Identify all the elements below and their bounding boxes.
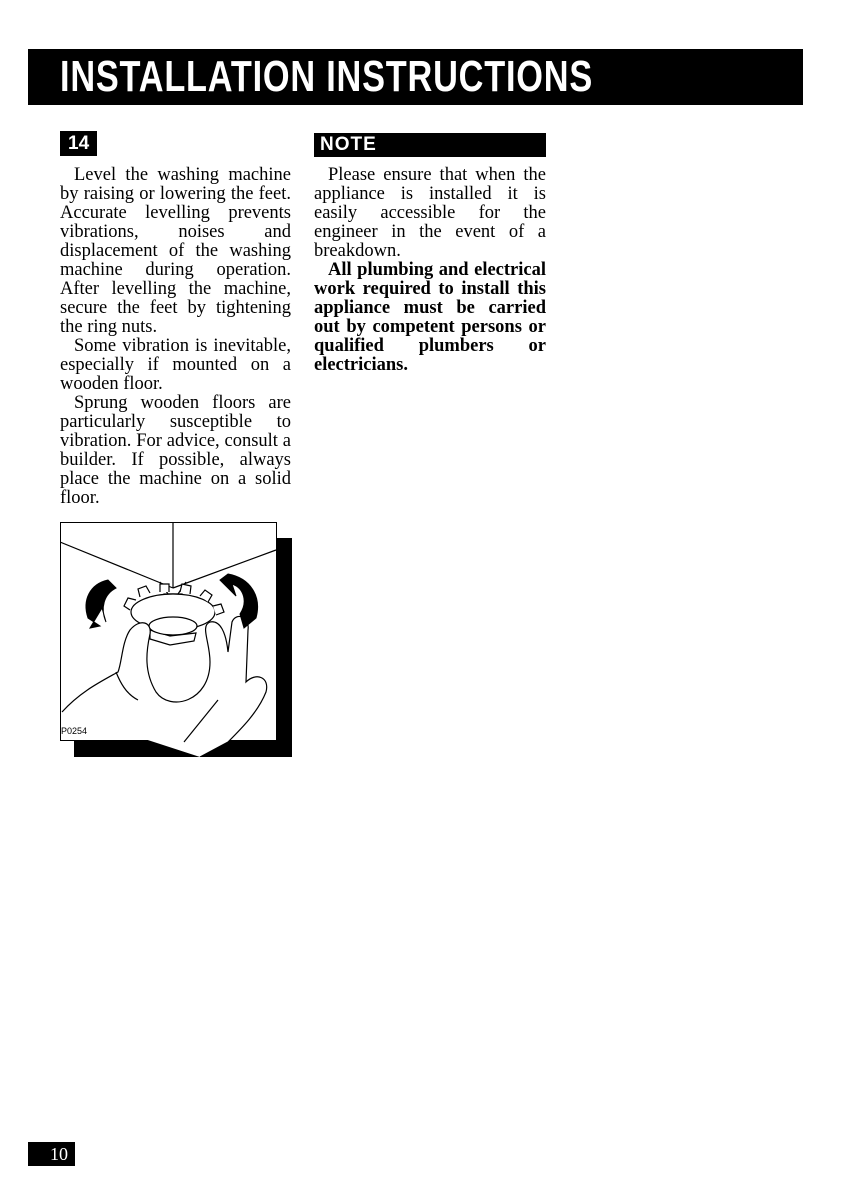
page-title: INSTALLATION INSTRUCTIONS bbox=[60, 52, 593, 101]
paragraph-vibration: Some vibration is inevitable, especially if mounted on a wooden floor. bbox=[60, 336, 291, 394]
left-column-text bbox=[60, 166, 291, 508]
figure-code: P0254 bbox=[61, 726, 88, 736]
note-label: NOTE bbox=[320, 134, 377, 155]
paragraph-levelling: Level the washing machine by raising or lowering the feet. Accurate levelling prevents vibrations, noises and displacement of the washing machine during operation. After levelling the machine, secure the feet by tightening the ring nuts. bbox=[60, 165, 291, 337]
note-paragraph: Please ensure that when the appliance is installed it is easily accessible for the engineer in the event of a breakdown. bbox=[314, 165, 546, 261]
step-number: 14 bbox=[68, 133, 90, 154]
note-bold-paragraph: All plumbing and electrical work required to install this appliance must be carried out by competent persons or qualified plumbers or electricians. bbox=[314, 260, 546, 375]
levelling-figure bbox=[60, 522, 292, 757]
note-text bbox=[314, 166, 546, 375]
page-number-badge bbox=[28, 1142, 75, 1166]
header-banner bbox=[28, 49, 803, 105]
step-number-badge bbox=[60, 131, 97, 156]
note-badge bbox=[314, 133, 546, 157]
paragraph-wooden-floors: Sprung wooden floors are particularly susceptible to vibration. For advice, consult a builder. If possible, always place the machine on a solid floor. bbox=[60, 393, 291, 508]
page-number: 10 bbox=[50, 1144, 68, 1164]
levelling-illustration bbox=[60, 522, 292, 757]
